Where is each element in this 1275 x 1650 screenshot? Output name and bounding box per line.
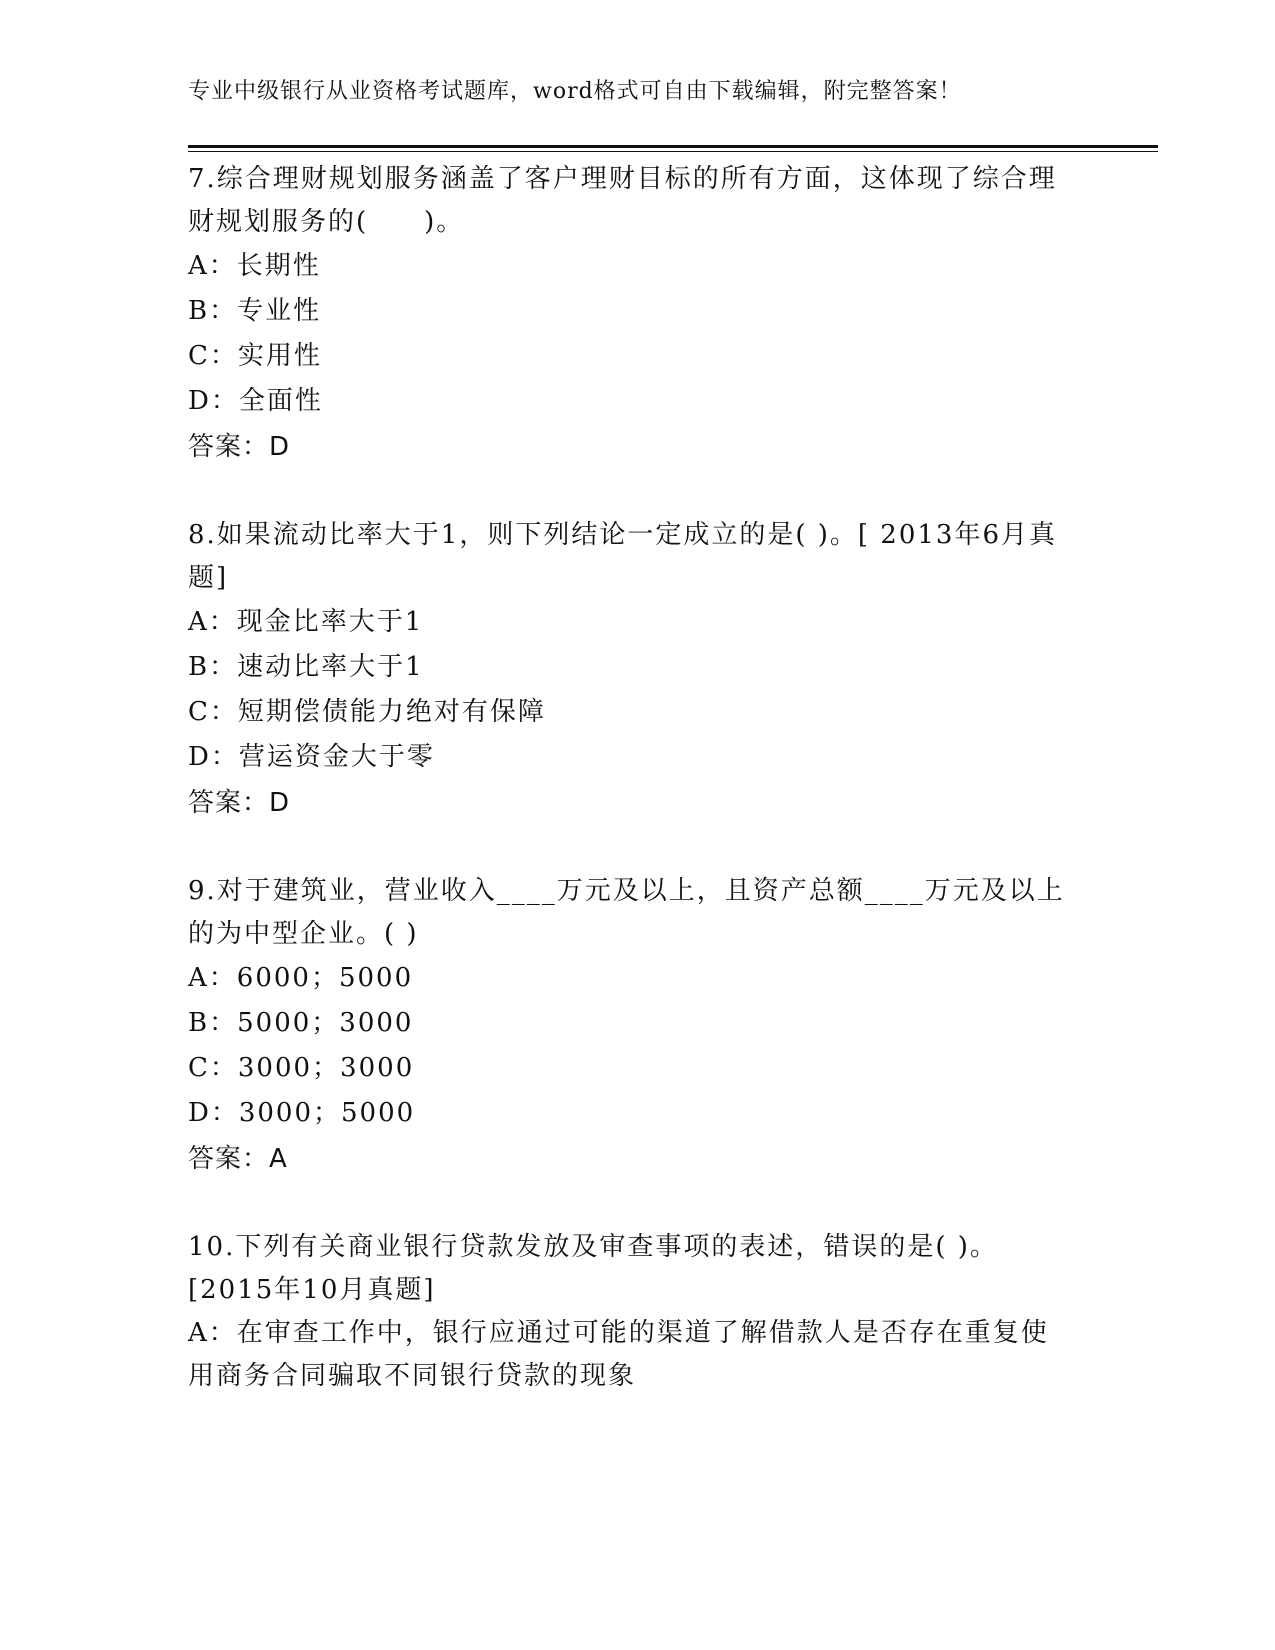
question-stem: 7.综合理财规划服务涵盖了客户理财目标的所有方面，这体现了综合理财规划服务的( )。: [188, 164, 1057, 237]
option-a: A：长期性: [188, 251, 321, 281]
option-a: A：在审查工作中，银行应通过可能的渠道了解借款人是否存在重复使用商务合同骗取不同银行贷款的现象: [188, 1318, 1049, 1391]
question-stem: 8.如果流动比率大于1，则下列结论一定成立的是( )。[ 2013年6月真题]: [188, 520, 1058, 593]
question-stem: 10.下列有关商业银行贷款发放及审查事项的表述，错误的是( )。[2015年10月真题]: [188, 1232, 998, 1305]
option-a: A：6000；5000: [188, 963, 414, 993]
option-c: C：实用性: [188, 341, 322, 371]
option-b: B：速动比率大于1: [188, 652, 424, 682]
question-list: [188, 158, 1068, 1398]
question-9: [188, 870, 1068, 1182]
question-7: [188, 158, 1068, 470]
question-8: [188, 514, 1068, 826]
answer-line: 答案：A: [188, 1144, 288, 1174]
option-a: A：现金比率大于1: [188, 607, 424, 637]
page-header: 专业中级银行从业资格考试题库，word格式可自由下载编辑，附完整答案！: [188, 79, 962, 104]
header-divider-thick: [188, 145, 1158, 148]
option-c: C：短期偿债能力绝对有保障: [188, 697, 546, 727]
answer-line: 答案：D: [188, 788, 291, 818]
answer-line: 答案：D: [188, 432, 291, 462]
option-c: C：3000；3000: [188, 1053, 415, 1083]
option-d: D：3000；5000: [188, 1098, 416, 1128]
option-b: B：5000；3000: [188, 1008, 414, 1038]
header-divider-thin: [188, 151, 1158, 152]
question-10: [188, 1226, 1068, 1398]
option-d: D：营运资金大于零: [188, 742, 435, 772]
option-b: B：专业性: [188, 296, 322, 326]
option-d: D：全面性: [188, 386, 323, 416]
question-stem: 9.对于建筑业，营业收入____万元及以上，且资产总额____万元及以上的为中型企业。( ): [188, 876, 1065, 949]
